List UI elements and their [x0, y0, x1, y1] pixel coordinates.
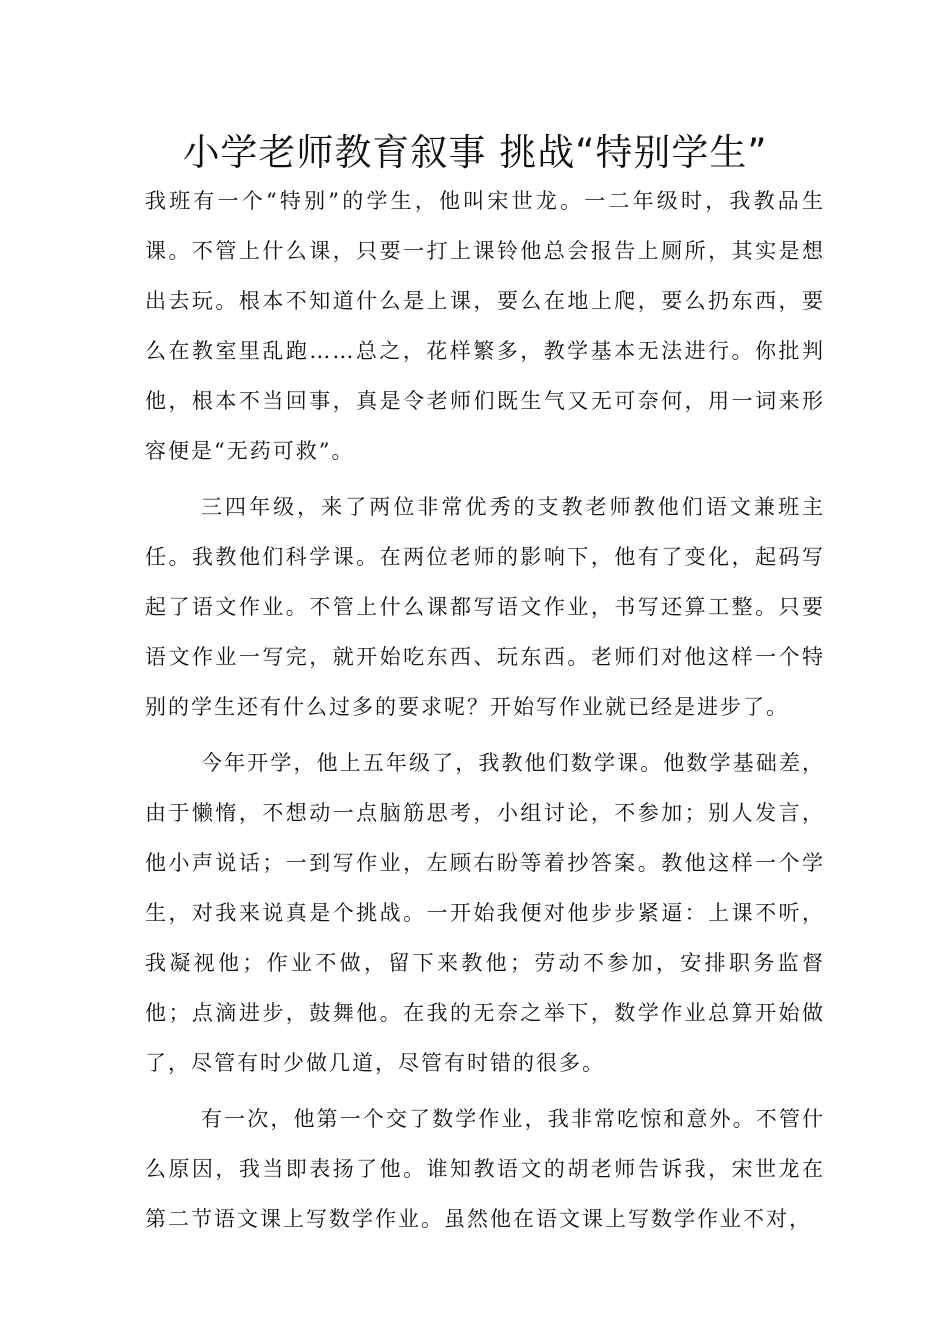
paragraph-4: 有一次，他第一个交了数学作业，我非常吃惊和意外。不管什么原因，我当即表扬了他。谁知教语文的胡老师告诉我，宋世龙在第二节语文课上写数学作业。虽然他在语文课上写数学作业不对，: [145, 1107, 825, 1231]
document-title: 小学老师教育叙事 挑战“特别学生”: [182, 131, 768, 174]
paragraph-1: 我班有一个“特别”的学生，他叫宋世龙。一二年级时，我教品生课。不管上什么课，只要一打上课铃他总会报告上厕所，其实是想出去玩。根本不知道什么是上课，要么在地上爬，要么扔东西，要么在教室里乱跑……总之，花样繁多，教学基本无法进行。你批判他，根本不当回事，真是令老师们既生气又无可奈何，用一词来形容便是“无药可救”。: [145, 189, 825, 463]
paragraph-2: 三四年级，来了两位非常优秀的支教老师教他们语文兼班主任。我教他们科学课。在两位老师的影响下，他有了变化，起码写起了语文作业。不管上什么课都写语文作业，书写还算工整。只要语文作业一写完，就开始吃东西、玩东西。老师们对他这样一个特别的学生还有什么过多的要求呢？开始写作业就已经是进步了。: [145, 495, 825, 719]
paragraph-3: 今年开学，他上五年级了，我教他们数学课。他数学基础差，由于懒惰，不想动一点脑筋思考，小组讨论，不参加；别人发言，他小声说话；一到写作业，左顾右盼等着抄答案。教他这样一个学生，对我来说真是个挑战。一开始我便对他步步紧逼：上课不听，我凝视他；作业不做，留下来教他；劳动不参加，安排职务监督他；点滴进步，鼓舞他。在我的无奈之举下，数学作业总算开始做了，尽管有时少做几道，尽管有时错的很多。: [145, 751, 825, 1075]
document-body: [145, 176, 825, 1250]
